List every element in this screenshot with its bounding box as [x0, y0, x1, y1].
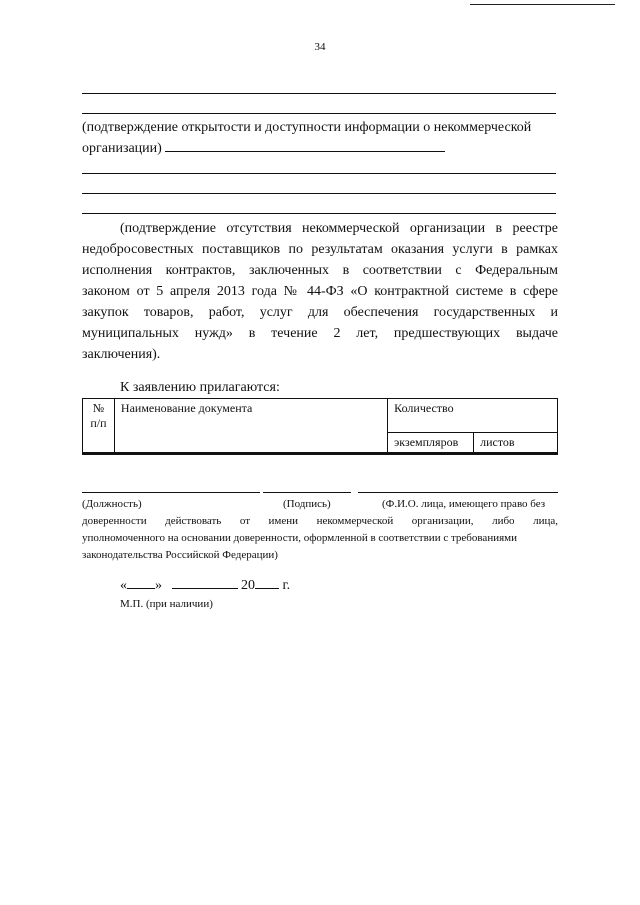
sub-copies-header: экземпляров — [388, 433, 474, 453]
signature-line-2: доверенности действовать от имени некоммерческой организации, либо лица, — [82, 515, 558, 527]
registry-line-6: муниципальных нужд» в течение 2 лет, предшествующих выдаче — [82, 326, 558, 341]
sign-caption: (Подпись) — [283, 498, 331, 510]
page-number: 34 — [314, 41, 326, 53]
openness-fill-line — [165, 139, 445, 152]
sub-sheets-header: листов — [474, 433, 558, 453]
position-caption: (Должность) — [82, 498, 142, 510]
registry-line-5: закупок товаров, работ, услуг для обеспечения государственных и — [82, 305, 558, 320]
table-header-row — [83, 399, 558, 433]
blank-line-5 — [82, 213, 556, 214]
stamp-note: М.П. (при наличии) — [120, 598, 213, 610]
fio-caption: (Ф.И.О. лица, имеющего право без — [382, 498, 546, 510]
registry-line-7: заключения). — [82, 347, 161, 362]
blank-line-4 — [82, 193, 556, 194]
position-line — [82, 492, 260, 493]
signature-line-3: уполномоченного на основании доверенности, оформленной в соответствии с требованиями — [82, 532, 517, 544]
registry-line-3: исполнения контрактов, заключенных в соответствии с Федеральным — [82, 263, 558, 278]
registry-paragraph — [82, 218, 558, 365]
openness-caption — [82, 117, 558, 159]
attachments-table — [82, 398, 558, 453]
col-name-header: Наименование документа — [114, 399, 387, 453]
fio-line — [358, 492, 558, 493]
registry-line-1: (подтверждение отсутствия некоммерческой организации в реестре — [120, 221, 558, 236]
top-corner-rule — [470, 4, 615, 5]
day-blank — [127, 576, 155, 589]
openness-caption-line1: (подтверждение открытости и доступности информации о некоммерческой — [82, 120, 532, 135]
registry-line-2: недобросовестных поставщиков по результатам оказания услуги в рамках — [82, 242, 558, 257]
month-blank — [172, 576, 238, 589]
registry-line-4: законом от 5 апреля 2013 года № 44-ФЗ «О контрактной системе в сфере — [82, 284, 558, 299]
blank-line-2 — [82, 113, 556, 114]
col-number-header: № п/п — [83, 399, 115, 453]
date-line: « » 20 г. — [120, 578, 291, 593]
openness-caption-line2: организации) — [82, 138, 558, 159]
year-blank — [255, 576, 279, 589]
blank-line-1 — [82, 93, 556, 94]
table-bottom-rule — [82, 453, 558, 455]
blank-line-3 — [82, 173, 556, 174]
sign-line — [263, 492, 351, 493]
signature-line-4: законодательства Российской Федерации) — [82, 549, 278, 561]
col-quantity-header: Количество — [388, 399, 558, 433]
signature-explanation — [82, 513, 558, 564]
attachments-title: К заявлению прилагаются: — [120, 380, 280, 395]
